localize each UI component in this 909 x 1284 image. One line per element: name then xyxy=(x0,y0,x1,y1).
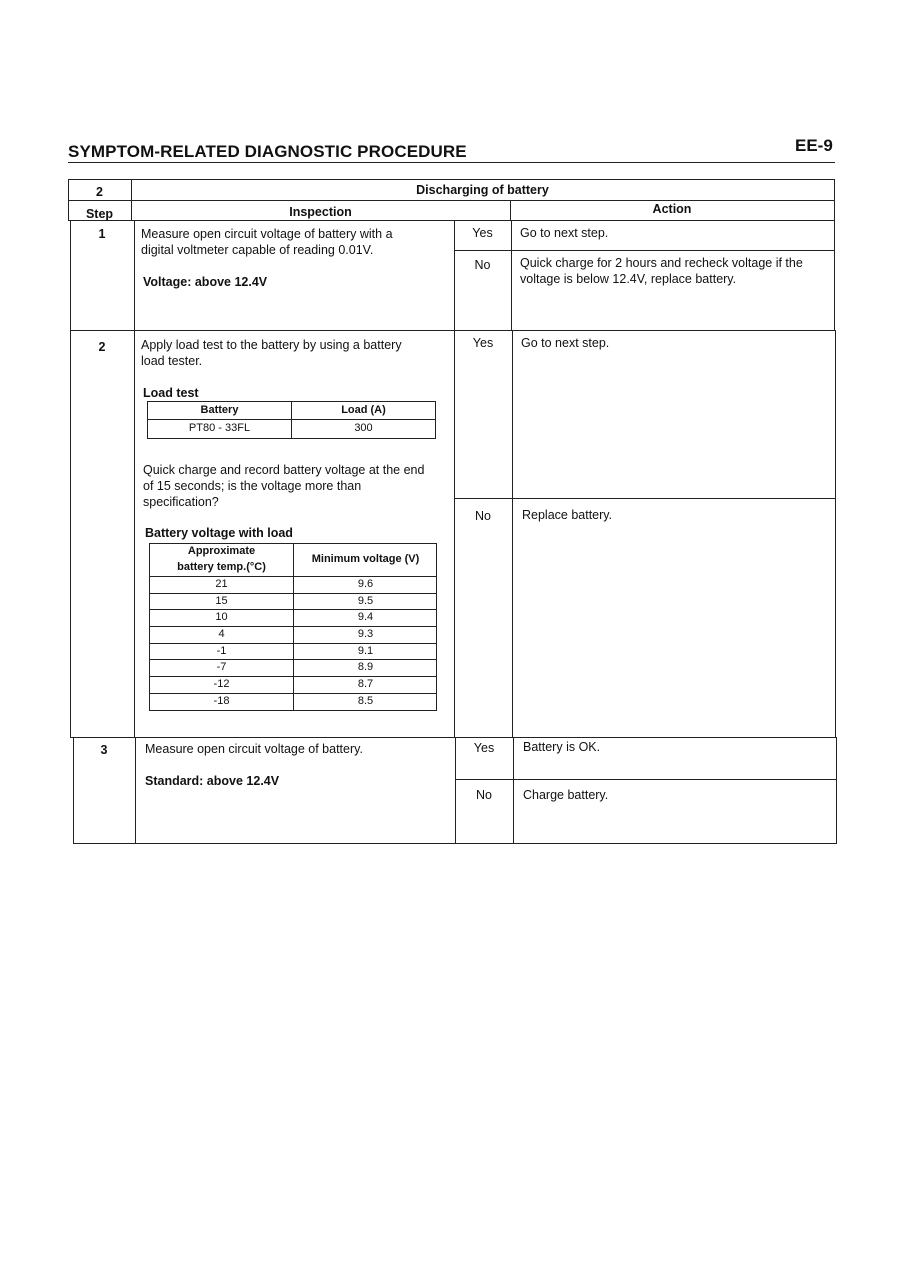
yes-label: Yes xyxy=(473,741,495,755)
inspection-text: Apply load test to the battery by using a battery xyxy=(141,338,402,352)
table-border-right xyxy=(836,737,837,844)
inspection-text: digital voltmeter capable of reading 0.01V. xyxy=(141,243,374,257)
temp-cell: -7 xyxy=(216,661,227,673)
spec-text: Standard: above 12.4V xyxy=(145,774,280,788)
table-border-right xyxy=(835,330,836,738)
table-border-top xyxy=(68,179,834,180)
temp-cell: 21 xyxy=(215,578,228,590)
table-rule xyxy=(134,220,135,738)
voltage-cell: 8.5 xyxy=(357,695,374,707)
no-label: No xyxy=(475,509,491,523)
table-rule xyxy=(454,220,455,738)
inspection-text: load tester. xyxy=(141,354,203,368)
procedure-title: Discharging of battery xyxy=(416,183,549,197)
no-label: No xyxy=(474,258,491,272)
header-rule xyxy=(68,162,835,163)
question-text: Quick charge and record battery voltage at the end xyxy=(143,463,425,477)
question-text: of 15 seconds; is the voltage more than xyxy=(143,479,362,493)
temp-cell: 10 xyxy=(215,611,228,623)
step-number: 1 xyxy=(98,227,106,241)
no-action: Replace battery. xyxy=(522,508,613,522)
temp-cell: -12 xyxy=(213,678,230,690)
voltage-table-header-temp: Approximate xyxy=(187,545,256,557)
voltage-cell: 9.1 xyxy=(357,645,374,657)
question-text: specification? xyxy=(143,495,219,509)
voltage-cell: 9.4 xyxy=(357,611,374,623)
header-inspection: Inspection xyxy=(289,205,352,219)
yes-action: Battery is OK. xyxy=(523,740,601,754)
no-action: Charge battery. xyxy=(523,788,609,802)
inspection-text: Measure open circuit voltage of battery with a xyxy=(141,227,393,241)
no-action: voltage is below 12.4V, replace battery. xyxy=(520,272,737,286)
temp-cell: 15 xyxy=(215,595,228,607)
table-rule xyxy=(70,330,835,331)
load-test-title: Load test xyxy=(143,386,199,400)
procedure-number: 2 xyxy=(96,185,103,199)
table-rule xyxy=(513,737,514,844)
spec-text: Voltage: above 12.4V xyxy=(143,275,268,289)
yes-label: Yes xyxy=(472,336,494,350)
page-title: SYMPTOM-RELATED DIAGNOSTIC PROCEDURE xyxy=(68,142,467,161)
table-rule xyxy=(511,220,512,330)
load-test-load-value: 300 xyxy=(354,422,373,434)
voltage-cell: 9.5 xyxy=(357,595,374,607)
table-rule xyxy=(68,220,834,221)
voltage-table-header-voltage: Minimum voltage (V) xyxy=(311,553,420,565)
voltage-table-header-temp: battery temp.(°C) xyxy=(177,561,266,573)
voltage-table-title: Battery voltage with load xyxy=(145,526,293,540)
no-label: No xyxy=(476,788,492,802)
temp-cell: -18 xyxy=(213,695,230,707)
step-number: 2 xyxy=(98,340,106,354)
temp-cell: 4 xyxy=(218,628,225,640)
yes-action: Go to next step. xyxy=(520,226,609,240)
voltage-cell: 9.3 xyxy=(357,628,374,640)
load-test-header-battery: Battery xyxy=(200,404,239,416)
load-test-battery-value: PT80 - 33FL xyxy=(188,422,251,434)
temp-cell: -1 xyxy=(216,645,227,657)
no-action: Quick charge for 2 hours and recheck voltage if the xyxy=(520,256,803,270)
voltage-cell: 8.9 xyxy=(357,661,374,673)
header-step: Step xyxy=(85,207,114,221)
table-rule xyxy=(135,737,136,844)
voltage-cell: 8.7 xyxy=(357,678,374,690)
table-border-left xyxy=(70,220,71,738)
inspection-text: Measure open circuit voltage of battery. xyxy=(145,742,363,756)
table-border-right xyxy=(834,179,835,331)
voltage-cell: 9.6 xyxy=(357,578,374,590)
load-test-header-load: Load (A) xyxy=(341,404,386,416)
yes-label: Yes xyxy=(472,226,493,240)
page-number: EE-9 xyxy=(795,136,833,155)
step-number: 3 xyxy=(100,743,108,757)
yes-action: Go to next step. xyxy=(521,336,610,350)
header-action: Action xyxy=(652,202,692,216)
table-rule xyxy=(512,330,513,738)
